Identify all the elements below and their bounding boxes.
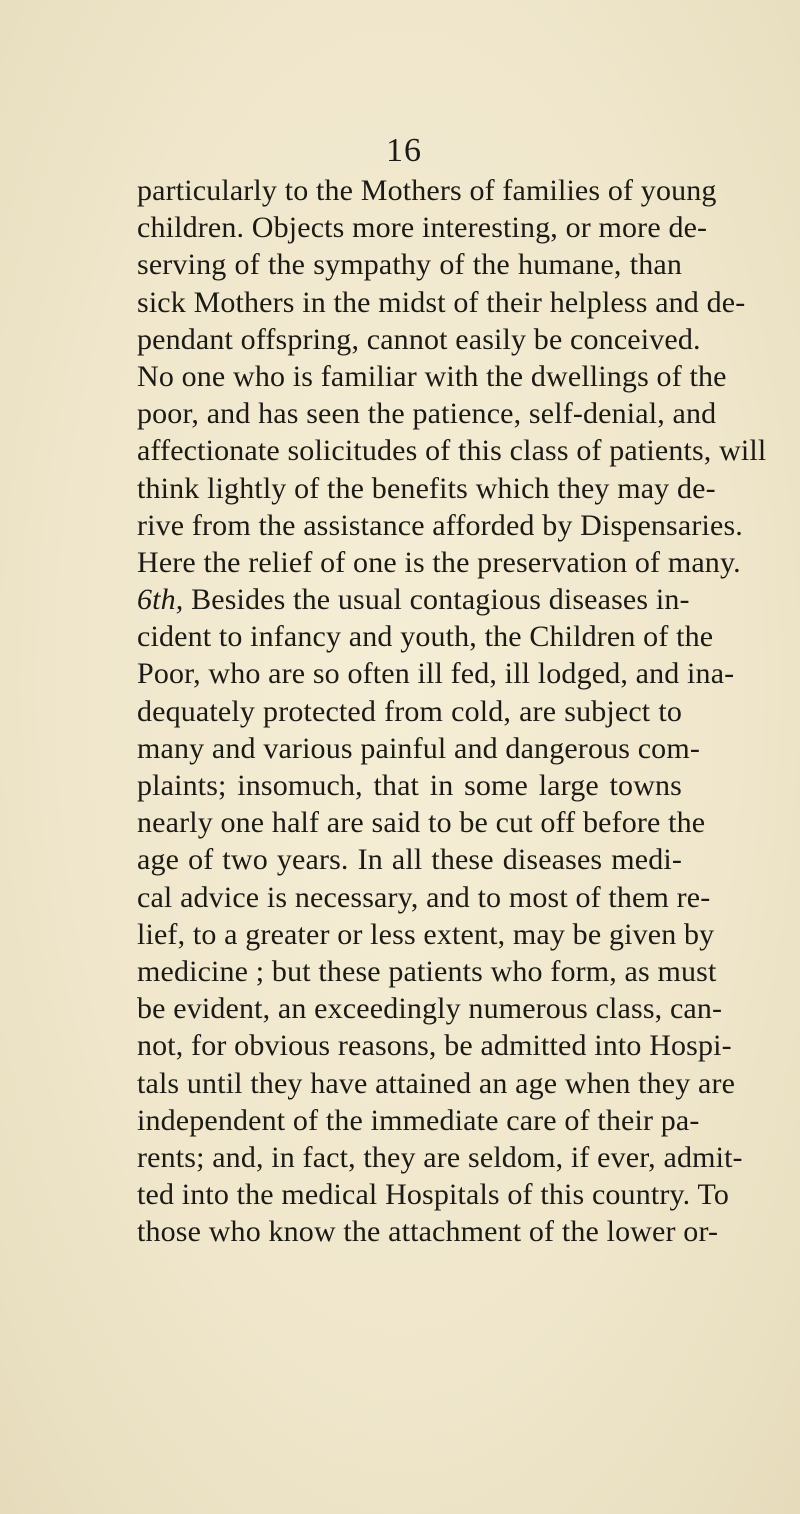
body-text — [137, 172, 767, 1250]
text-line: plaints; insomuch, that in some large towns — [137, 769, 682, 802]
text-line: pendant offspring, cannot easily be conceived. — [137, 322, 701, 356]
text-line: think lightly of the benefits which they may de- — [137, 471, 716, 505]
text-line: age of two years. In all these diseases medi- — [137, 843, 682, 877]
text-line: be evident, an exceedingly numerous class, can- — [137, 992, 723, 1026]
text-line: many and various painful and dangerous com- — [137, 731, 700, 765]
text-line: not, for obvious reasons, be admitted into Hospi- — [137, 1029, 732, 1063]
section-marker: 6th, — [137, 583, 184, 617]
text-line: particularly to the Mothers of families of young — [137, 174, 717, 207]
text-line: independent of the immediate care of their pa- — [137, 1103, 700, 1137]
text-line: poor, and has seen the patience, self-denial, and — [137, 397, 717, 431]
text-line: cident to infancy and youth, the Children of the — [137, 620, 714, 654]
text-line: cal advice is necessary, and to most of them re- — [137, 880, 711, 914]
text-line: those who know the attachment of the lower or- — [137, 1215, 719, 1249]
text-line: Here the relief of one is the preservation of many. — [137, 545, 741, 579]
text-line: tals until they have attained an age when they are — [137, 1066, 736, 1100]
text-line-content: Besides the usual contagious diseases in- — [183, 583, 690, 617]
text-line: serving of the sympathy of the humane, than — [137, 248, 682, 282]
text-line: rents; and, in fact, they are seldom, if ever, admit- — [137, 1140, 743, 1174]
text-line: rive from the assistance afforded by Dispensaries. — [137, 508, 743, 542]
page-number: 16 — [386, 132, 422, 169]
text-line: nearly one half are said to be cut off before the — [137, 806, 706, 840]
text-line: Poor, who are so often ill fed, ill lodged, and ina- — [137, 657, 735, 691]
text-line: medicine ; but these patients who form, as must — [137, 954, 717, 988]
text-line: ted into the medical Hospitals of this country. To — [137, 1178, 729, 1212]
text-line: dequately protected from cold, are subject to — [137, 694, 682, 728]
text-line: sick Mothers in the midst of their helpless and de- — [137, 285, 746, 319]
text-line: No one who is familiar with the dwellings of the — [137, 359, 727, 393]
text-line — [137, 581, 690, 618]
text-line: children. Objects more interesting, or more de- — [137, 211, 708, 245]
text-line: affectionate solicitudes of this class of patients, will — [137, 434, 767, 468]
text-line: lief, to a greater or less extent, may be given by — [137, 917, 715, 951]
